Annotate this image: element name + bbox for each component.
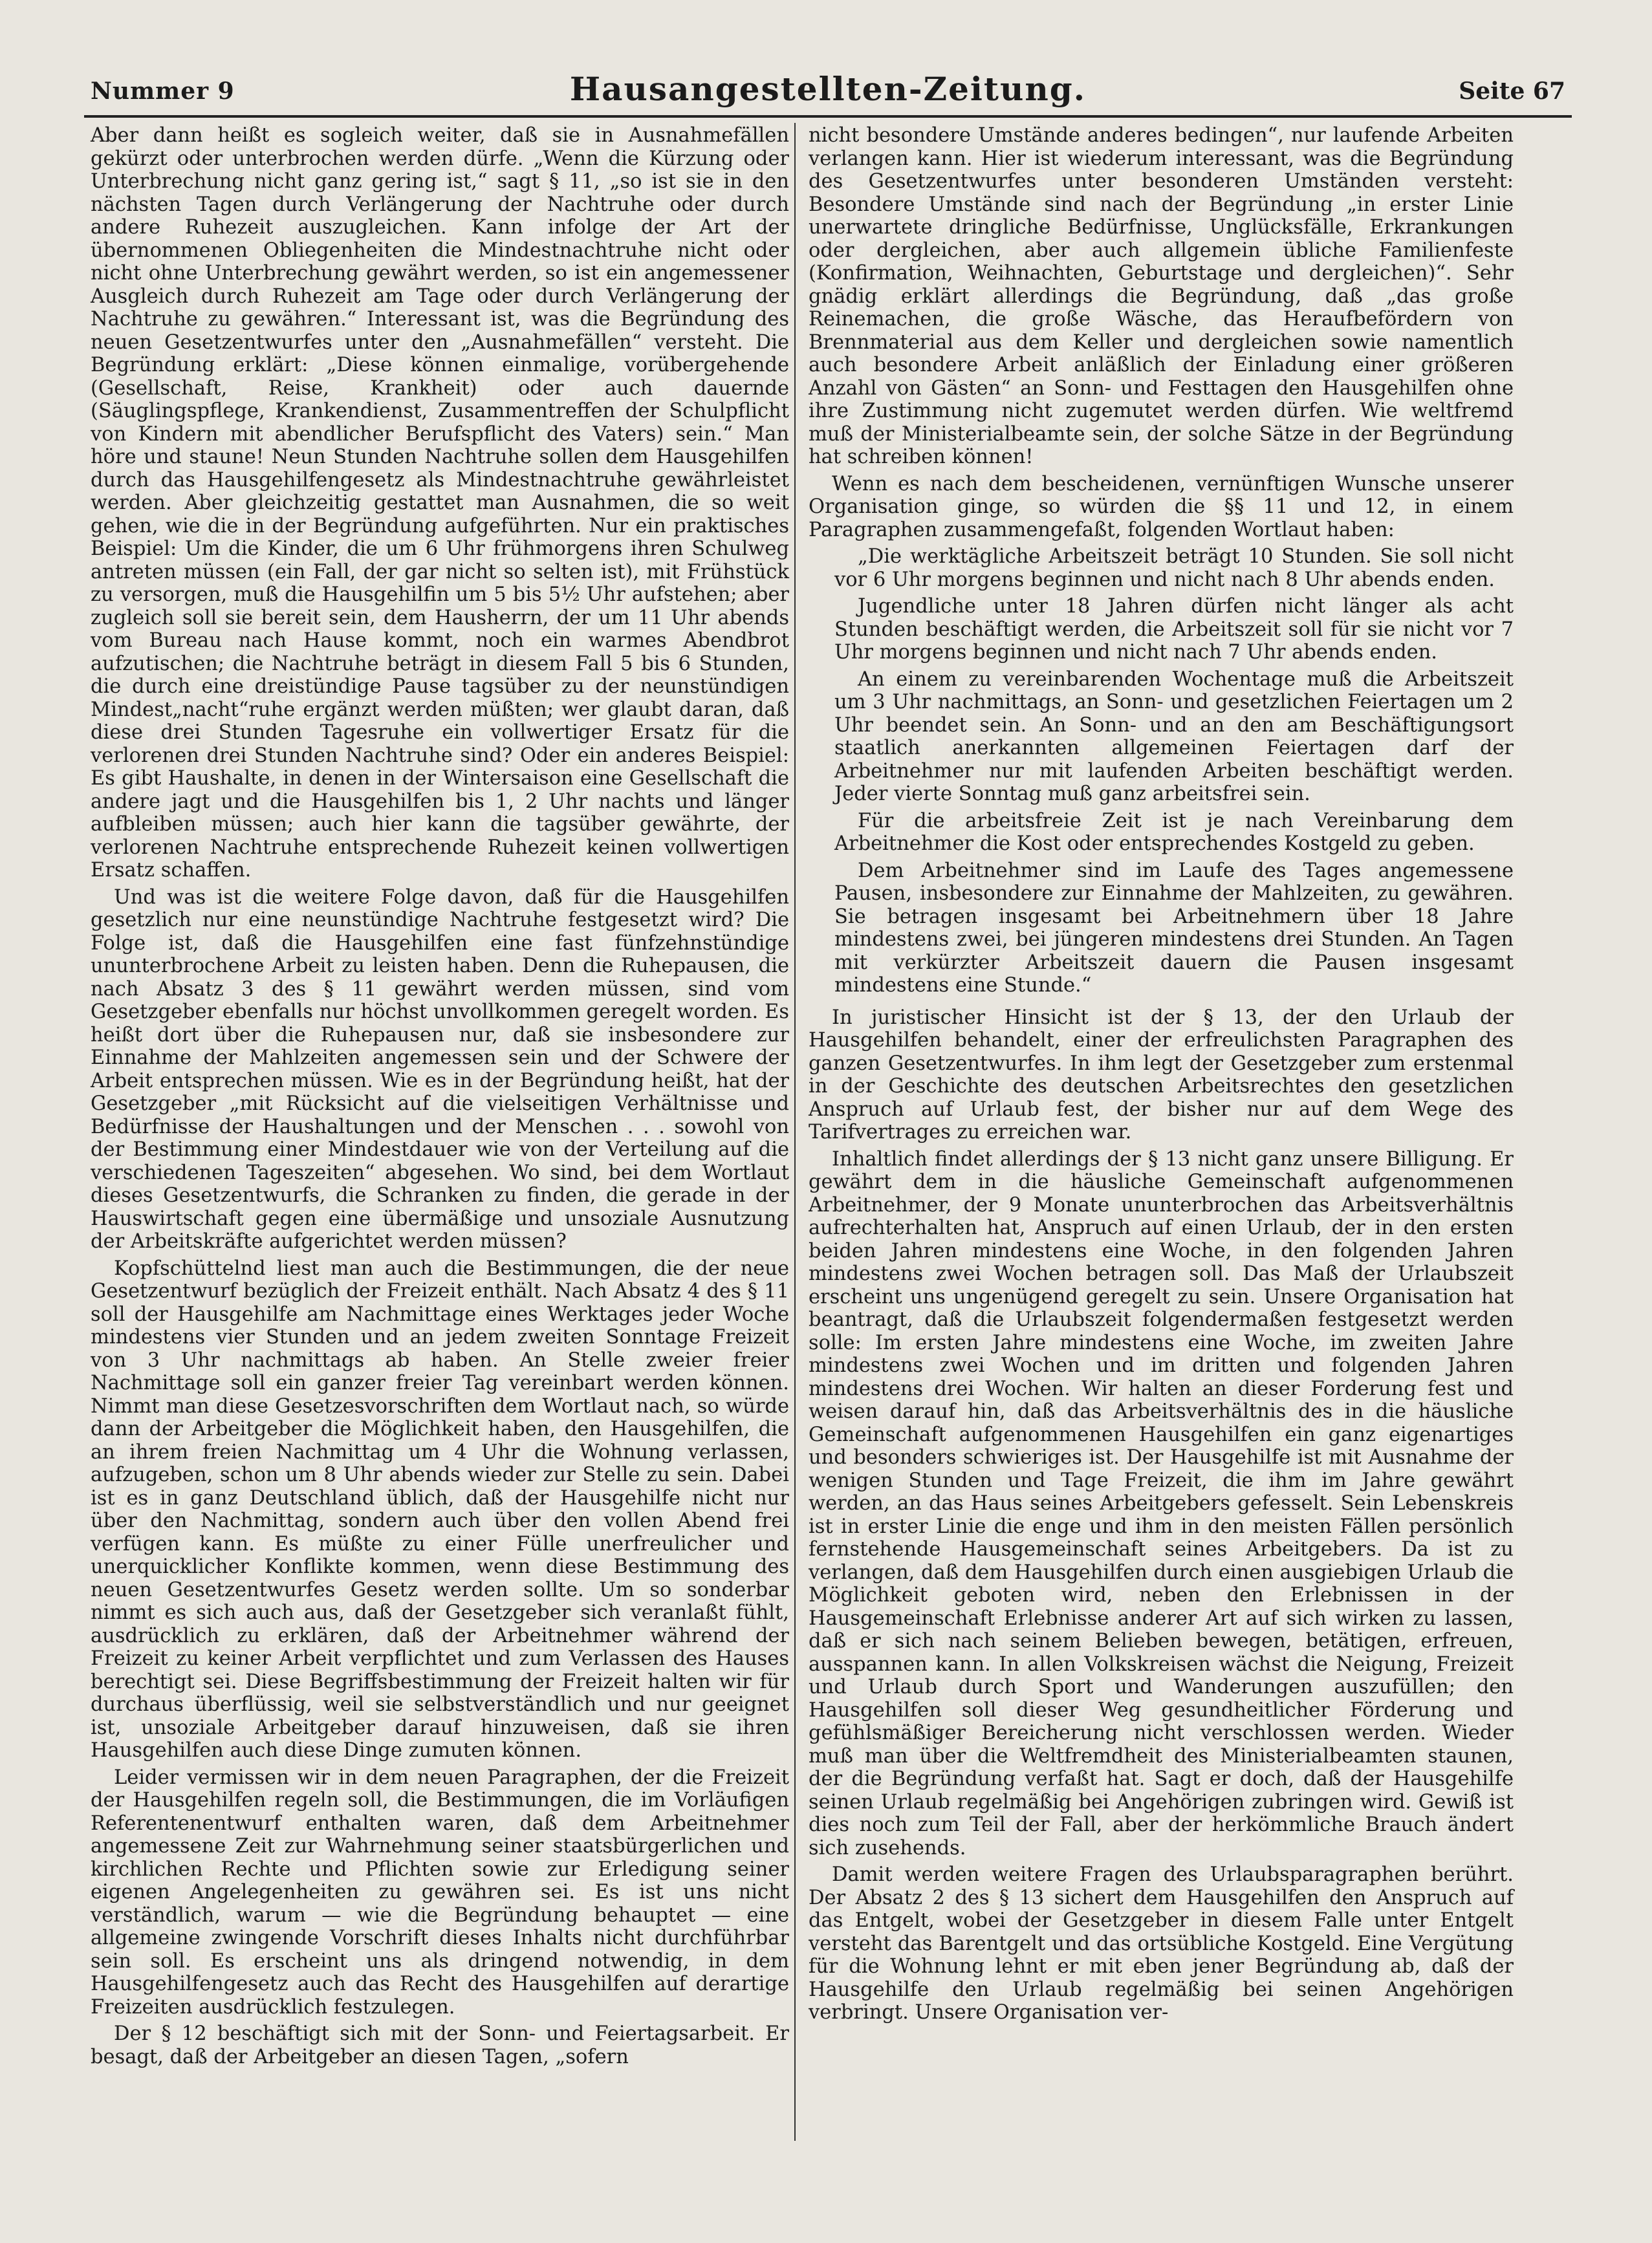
paragraph: Wenn es nach dem bescheidenen, vernünftigen Wunsche unserer Organisation ginge, so würden die §§ 11 und 12, in einem Paragraphen zusammengefaßt, folgenden Wortlaut haben: <box>809 472 1514 541</box>
issue-number: Nummer 9 <box>91 78 235 105</box>
paragraph: nicht besondere Umstände anderes bedingen“, nur laufende Arbeiten verlangen kann. Hier ist wiederum interessant, was die Begründung des Gesetzentwurfes unter besonderen Umständen versteht: Besondere Umstände sind nach der Begründung „in erster Linie unerwartete dringliche Bedürfnisse, Unglücksfälle, Erkrankungen oder dergleichen, aber auch allgemein übliche Familienfeste (Konfirmation, Weihnachten, Geburtstage und dergleichen)“. Sehr gnädig erklärt allerdings die Begründung, daß „das große Reinemachen, die große Wäsche, das Heraufbefördern von Brennmaterial aus dem Keller und dergleichen sowie namentlich auch besondere Arbeit anläßlich der Einladung einer größeren Anzahl von Gästen“ an Sonn- und Festtagen den Hausgehilfen ohne ihre Zustimmung nicht zugemutet werden dürfen. Wie weltfremd muß der Ministerialbeamte sein, der solche Sätze in der Begründung hat schreiben können! <box>809 124 1514 468</box>
page-number: Seite 67 <box>1459 78 1565 105</box>
header-rule <box>84 115 1572 118</box>
quote-paragraph: Jugendliche unter 18 Jahren dürfen nicht länger als acht Stunden beschäftigt werden, die Arbeitszeit soll für sie nicht vor 7 Uhr morgens beginnen und nicht nach 7 Uhr abends enden. <box>834 595 1514 664</box>
quote-paragraph: Für die arbeitsfreie Zeit ist je nach Vereinbarung dem Arbeitnehmer die Kost oder entsprechendes Kostgeld zu geben. <box>834 809 1514 855</box>
left-column <box>91 124 789 2072</box>
right-column <box>809 124 1514 2028</box>
paragraph: Damit werden weitere Fragen des Urlaubsparagraphen berührt. Der Absatz 2 des § 13 sichert dem Hausgehilfen den Anspruch auf das Entgelt, wobei der Gesetzgeber in diesem Falle unter Entgelt versteht das Barentgelt und das ortsübliche Kostgeld. Eine Vergütung für die Wohnung lehnt er mit eben jener Begründung ab, daß der Hausgehilfe den Urlaub regelmäßig bei seinen Angehörigen verbringt. Unsere Organisation ver- <box>809 1863 1514 2024</box>
page-header <box>84 70 1572 115</box>
column-divider <box>794 123 796 2141</box>
paragraph: Aber dann heißt es sogleich weiter, daß sie in Ausnahmefällen gekürzt oder unterbrochen werden dürfe. „Wenn die Kürzung oder Unterbrechung nicht ganz gering ist,“ sagt § 11, „so ist sie in den nächsten Tagen durch Verlängerung der Nachtruhe oder durch andere Ruhezeit auszugleichen. Kann infolge der Art der übernommenen Obliegenheiten die Mindestnachtruhe nicht oder nicht ohne Unterbrechung gewährt werden, so ist ein angemessener Ausgleich durch Ruhezeit am Tage oder durch Verlängerung der Nachtruhe zu gewähren.“ Interessant ist, was die Begründung des neuen Gesetzentwurfes unter den „Ausnahmefällen“ versteht. Die Begründung erklärt: „Diese können einmalige, vorübergehende (Gesellschaft, Reise, Krankheit) oder auch dauernde (Säuglingspflege, Krankendienst, Zusammentreffen der Schulpflicht von Kindern mit abendlicher Berufspflicht des Vaters) sein.“ Man höre und staune! Neun Stunden Nachtruhe sollen dem Hausgehilfen durch das Hausgehilfengesetz als Mindestnachtruhe gewährleistet werden. Aber gleichzeitig gestattet man Ausnahmen, die so weit gehen, wie die in der Begründung aufgeführten. Nur ein praktisches Beispiel: Um die Kinder, die um 6 Uhr frühmorgens ihren Schulweg antreten müssen (ein Fall, der gar nicht so selten ist), mit Frühstück zu versorgen, muß die Hausgehilfin um 5 bis 5½ Uhr aufstehen; aber zugleich soll sie bereit sein, dem Hausherrn, der um 11 Uhr abends vom Bureau nach Hause kommt, noch ein warmes Abendbrot aufzutischen; die Nachtruhe beträgt in diesem Fall 5 bis 6 Stunden, die durch eine dreistündige Pause tagsüber zu der neunstündigen Mindest„nacht“ruhe ergänzt werden müßten; wer glaubt daran, daß diese drei Stunden Tagesruhe ein vollwertiger Ersatz für die verlorenen drei Stunden Nachtruhe sind? Oder ein anderes Beispiel: Es gibt Haushalte, in denen in der Wintersaison eine Gesellschaft die andere jagt und die Hausgehilfen bis 1, 2 Uhr nachts und länger aufbleiben müssen; auch hier kann die tagsüber gewährte, der verlorenen Nachtruhe entsprechende Ruhezeit keinen vollwertigen Ersatz schaffen. <box>91 124 789 882</box>
paragraph: Inhaltlich findet allerdings der § 13 nicht ganz unsere Billigung. Er gewährt dem in die häusliche Gemeinschaft aufgenommenen Arbeitnehmer, der 9 Monate ununterbrochen das Arbeitsverhältnis aufrechterhalten hat, Anspruch auf einen Urlaub, der in den ersten beiden Jahren mindestens eine Woche, in den folgenden Jahren mindestens zwei Wochen betragen soll. Das Maß der Urlaubszeit erscheint uns ungenügend geregelt zu sein. Unsere Organisation hat beantragt, daß die Urlaubszeit folgendermaßen festgesetzt werden solle: Im ersten Jahre mindestens eine Woche, im zweiten Jahre mindestens zwei Wochen und im dritten und folgenden Jahren mindestens drei Wochen. Wir halten an dieser Forderung fest und weisen darauf hin, daß das Arbeitsverhältnis des in die häusliche Gemeinschaft aufgenommenen Hausgehilfen ein ganz eigenartiges und besonders schwieriges ist. Der Hausgehilfe ist mit Ausnahme der wenigen Stunden und Tage Freizeit, die ihm im Jahre gewährt werden, an das Haus seines Arbeitgebers gefesselt. Sein Lebenskreis ist in erster Linie die enge und ihm in den meisten Fällen persönlich fernstehende Hausgemeinschaft seines Arbeitgebers. Da ist zu verlangen, daß dem Hausgehilfen durch einen ausgiebigen Urlaub die Möglichkeit geboten wird, neben den Erlebnissen in der Hausgemeinschaft Erlebnisse anderer Art auf sich wirken zu lassen, daß er sich nach seinem Belieben bewegen, betätigen, erfreuen, ausspannen kann. In allen Volkskreisen wächst die Neigung, Freizeit und Urlaub durch Sport und Wanderungen auszufüllen; den Hausgehilfen soll dieser Weg gesundheitlicher Förderung und gefühlsmäßiger Bereicherung nicht verschlossen werden. Wieder muß man über die Weltfremdheit des Ministerialbeamten staunen, der die Begründung verfaßt hat. Sagt er doch, daß der Hausgehilfe seinen Urlaub regelmäßig bei Angehörigen zubringen wird. Gewiß ist dies noch zum Teil der Fall, aber der herkömmliche Brauch ändert sich zusehends. <box>809 1147 1514 1859</box>
paragraph: In juristischer Hinsicht ist der § 13, der den Urlaub der Hausgehilfen behandelt, einer der erfreulichsten Paragraphen des ganzen Gesetzentwurfes. In ihm legt der Gesetzgeber zum erstenmal in der Geschichte des deutschen Arbeitsrechtes den gesetzlichen Anspruch auf Urlaub fest, der bisher nur auf dem Wege des Tarifvertrages zu erreichen war. <box>809 1006 1514 1143</box>
quote-paragraph: Dem Arbeitnehmer sind im Laufe des Tages angemessene Pausen, insbesondere zur Einnahme der Mahlzeiten, zu gewähren. Sie betragen insgesamt bei Arbeitnehmern über 18 Jahre mindestens zwei, bei jüngeren mindestens drei Stunden. An Tagen mit verkürzter Arbeitszeit dauern die Pausen insgesamt mindestens eine Stunde.“ <box>834 859 1514 997</box>
paragraph: Und was ist die weitere Folge davon, daß für die Hausgehilfen gesetzlich nur eine neunstündige Nachtruhe festgesetzt wird? Die Folge ist, daß die Hausgehilfen eine fast fünfzehnstündige ununterbrochene Arbeit zu leisten haben. Denn die Ruhepausen, die nach Absatz 3 des § 11 gewährt werden müssen, sind vom Gesetzgeber ebenfalls nur höchst unvollkommen geregelt worden. Es heißt dort über die Ruhepausen nur, daß sie insbesondere zur Einnahme der Mahlzeiten angemessen sein und der Schwere der Arbeit entsprechen müssen. Wie es in der Begründung heißt, hat der Gesetzgeber „mit Rücksicht auf die vielseitigen Verhältnisse und Bedürfnisse der Haushaltungen und der Menschen . . . sowohl von der Bestimmung einer Mindestdauer wie von der Verteilung auf die verschiedenen Tageszeiten“ abgesehen. Wo sind, bei dem Wortlaut dieses Gesetzentwurfs, die Schranken zu finden, die gerade in der Hauswirtschaft gegen eine übermäßige und unsoziale Ausnutzung der Arbeitskräfte aufgerichtet werden müssen? <box>91 885 789 1253</box>
quote-paragraph: „Die werktägliche Arbeitszeit beträgt 10 Stunden. Sie soll nicht vor 6 Uhr morgens beginnen und nicht nach 8 Uhr abends enden. <box>834 545 1514 591</box>
paragraph: Leider vermissen wir in dem neuen Paragraphen, der die Freizeit der Hausgehilfen regeln soll, die Bestimmungen, die im Vorläufigen Referentenentwurf enthalten waren, daß dem Arbeitnehmer angemessene Zeit zur Wahrnehmung seiner staatsbürgerlichen und kirchlichen Rechte und Pflichten sowie zur Erledigung seiner eigenen Angelegenheiten zu gewähren sei. Es ist uns nicht verständlich, warum — wie die Begründung behauptet — eine allgemeine zwingende Vorschrift dieses Inhalts nicht durchführbar sein soll. Es erscheint uns als dringend notwendig, in dem Hausgehilfengesetz auch das Recht des Hausgehilfen auf derartige Freizeiten ausdrücklich festzulegen. <box>91 1766 789 2019</box>
paragraph: Der § 12 beschäftigt sich mit der Sonn- und Feiertagsarbeit. Er besagt, daß der Arbeitgeber an diesen Tagen, „sofern <box>91 2022 789 2068</box>
paragraph: Kopfschüttelnd liest man auch die Bestimmungen, die der neue Gesetzentwurf bezüglich der Freizeit enthält. Nach Absatz 4 des § 11 soll der Hausgehilfe am Nachmittage eines Werktages jeder Woche mindestens vier Stunden und an jedem zweiten Sonntage Freizeit von 3 Uhr nachmittags ab haben. An Stelle zweier freier Nachmittage soll ein ganzer freier Tag vereinbart werden können. Nimmt man diese Gesetzesvorschriften dem Wortlaut nach, so würde dann der Arbeitgeber die Möglichkeit haben, den Hausgehilfen, die an ihrem freien Nachmittag um 4 Uhr die Wohnung verlassen, aufzugeben, schon um 8 Uhr abends wieder zur Stelle zu sein. Dabei ist es in ganz Deutschland üblich, daß der Hausgehilfe nicht nur über den Nachmittag, sondern auch über den vollen Abend frei verfügen kann. Es müßte zu einer Fülle unerfreulicher und unerquicklicher Konflikte kommen, wenn diese Bestimmung des neuen Gesetzentwurfes Gesetz werden sollte. Um so sonderbar nimmt es sich auch aus, daß der Gesetzgeber sich veranlaßt fühlt, ausdrücklich zu erklären, daß der Arbeitnehmer während der Freizeit zu keiner Arbeit verpflichtet und zum Verlassen des Hauses berechtigt sei. Diese Begriffsbestimmung der Freizeit halten wir für durchaus überflüssig, weil sie selbstverständlich und nur geeignet ist, unsoziale Arbeitgeber darauf hinzuweisen, daß sie ihren Hausgehilfen auch diese Dinge zumuten können. <box>91 1257 789 1762</box>
quote-paragraph: An einem zu vereinbarenden Wochentage muß die Arbeitszeit um 3 Uhr nachmittags, an Sonn- und gesetzlichen Feiertagen um 2 Uhr beendet sein. An Sonn- und an den am Beschäftigungsort staatlich anerkannten allgemeinen Feiertagen darf der Arbeitnehmer nur mit laufenden Arbeiten beschäftigt werden. Jeder vierte Sonntag muß ganz arbeitsfrei sein. <box>834 667 1514 805</box>
newspaper-title: Hausangestellten-Zeitung. <box>569 70 1087 108</box>
